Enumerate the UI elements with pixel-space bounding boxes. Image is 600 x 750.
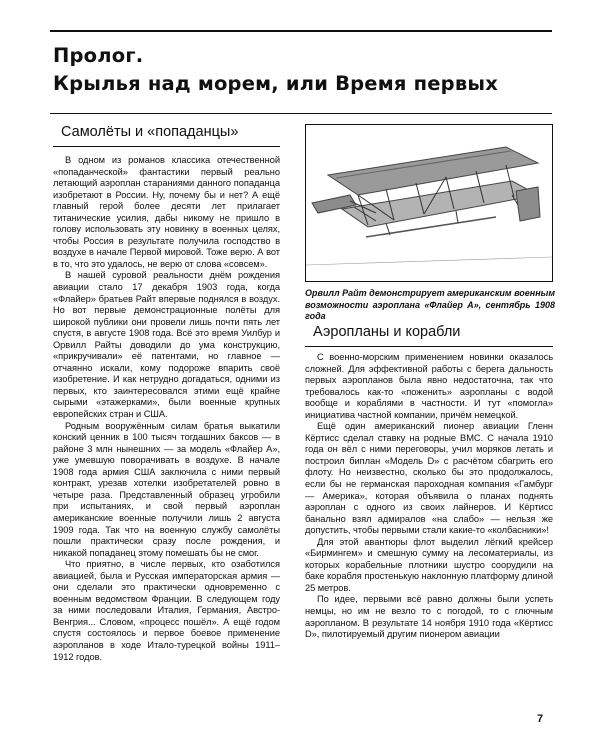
- chapter-title-line-1: Пролог.: [53, 44, 144, 67]
- page-number: 7: [537, 713, 544, 725]
- figure-caption: Орвилл Райт демонстрирует американским военным возможности аэроплана «Флайер А», сентябрь 1908 года: [305, 288, 556, 321]
- section-body: [53, 155, 280, 663]
- paragraph: В нашей суровой реальности днём рождения авиации стало 17 декабря 1903 года, когда «Флайер» братьев Райт впервые поднялся в воздух. Но вот первые демонстрационные полёты для широкой публики они провели лишь почти пять лет спустя, в августе 1908 года. Всё это время Уилбур и Орвилл Райты доводили до ума конструкцию, «прикручивали» её патентами, но главное — отчаянно искали, кому подороже впарить своё изобретение. И как нетрудно догадаться, одними из первых, кто заинтересовался этими ещё крайне сырыми «этажерками», были военные крупных европейских стран и США.: [53, 270, 280, 420]
- paragraph: Для этой авантюры флот выделил лёгкий крейсер «Бирмингем» и смешную сумму на лесоматериалы, из которых корабельные плотники шустро соорудили на баке корабля простенькую наклонную платформу длиной 25 метров.: [305, 536, 553, 593]
- chapter-title: [53, 42, 553, 98]
- paragraph: Ещё один американский пионер авиации Гленн Кёртисс сделал ставку на родные ВМС. С начала 1910 года он вёл с ними переговоры, учил моряков летать и построил биплан «Модель D» с расчётом сбагрить его флоту. Но неизвестно, сколько бы это продолжалось, если бы не германская пароходная компания «Гамбург — Америка», которая объявила о планах поднять аэроплан с одного из своих лайнеров. И Кёртисс банально взял адмиралов «на слабо» — нельзя же допустить, чтобы первыми стали какие-то «колбасники»!: [305, 421, 553, 536]
- paragraph: Родным вооружённым силам братья выкатили конский ценник в 100 тысяч тогдашних баксов — в районе 3 млн нынешних — за модель «Флайер А», уже умевшую поворачивать в воздухе. В начале 1908 года армия США заключила с ними первый контракт, урезав хотелки изобретателей ровно в четыре раза. Представленный образец угробили при испытаниях, и свой первый аэроплан американские военные получили лишь 2 августа 1909 года. Так что на военную службу самолёты пошли практически сразу после рождения, и никакой попаданец этому помешать бы не смог.: [53, 420, 280, 558]
- paragraph: Что приятно, в числе первых, кто озаботился авиацией, была и Русская императорская армия — они сделали это практически одновременно с военным ведомством Франции. В следующем году за ними последовали Италия, Германия, Австро-Венгрия... Словом, «процесс пошёл». А ещё годом спустя состоялось и первое боевое применение аэропланов в ходе Итало-турецкой войны 1911–1912 годов.: [53, 559, 280, 662]
- paragraph: По идее, первыми всё равно должны были успеть немцы, но им не везло то с погодой, то с глючным аэропланом. В результате 14 ноября 1910 года «Кёртисс D», пилотируемый другим пионером авиации: [305, 594, 553, 640]
- left-column: [53, 124, 280, 663]
- title-rule: [50, 113, 552, 114]
- top-rule: [50, 30, 552, 32]
- paragraph: С военно-морским применением новинки оказалось сложней. Для эффективной работы с берега дальность первых аэропланов была явно недостаточна, так что требовалось как-то «поженить» аэропланы с водой вообще и кораблями в частности. И тут «помогла» инициатива частной компании, причём немецкой.: [305, 352, 553, 420]
- section-heading: Аэропланы и корабли: [305, 324, 553, 347]
- section-body: [305, 352, 553, 641]
- section-heading: Самолёты и «попаданцы»: [53, 124, 280, 147]
- paragraph: В одном из романов классика отечественной «попаданческой» фантастики первый реально летающий аэроплан стараниями данного попаданца изобретают в России. Ну, почему бы и нет? А ещё главный герой более десяти лет прилагает титанические усилия, дабы никому не пришло в голову использовать эту новинку в военных целях, чтобы Россия в результате получила господство в воздухе в начале Первой мировой. Тоже верю. А вот в то, что это удалось, не верю от слова «совсем».: [53, 155, 280, 269]
- wright-flyer-biplane-icon: [306, 125, 552, 281]
- figure-photo: [305, 124, 553, 282]
- chapter-title-line-2: Крылья над морем, или Время первых: [53, 72, 498, 95]
